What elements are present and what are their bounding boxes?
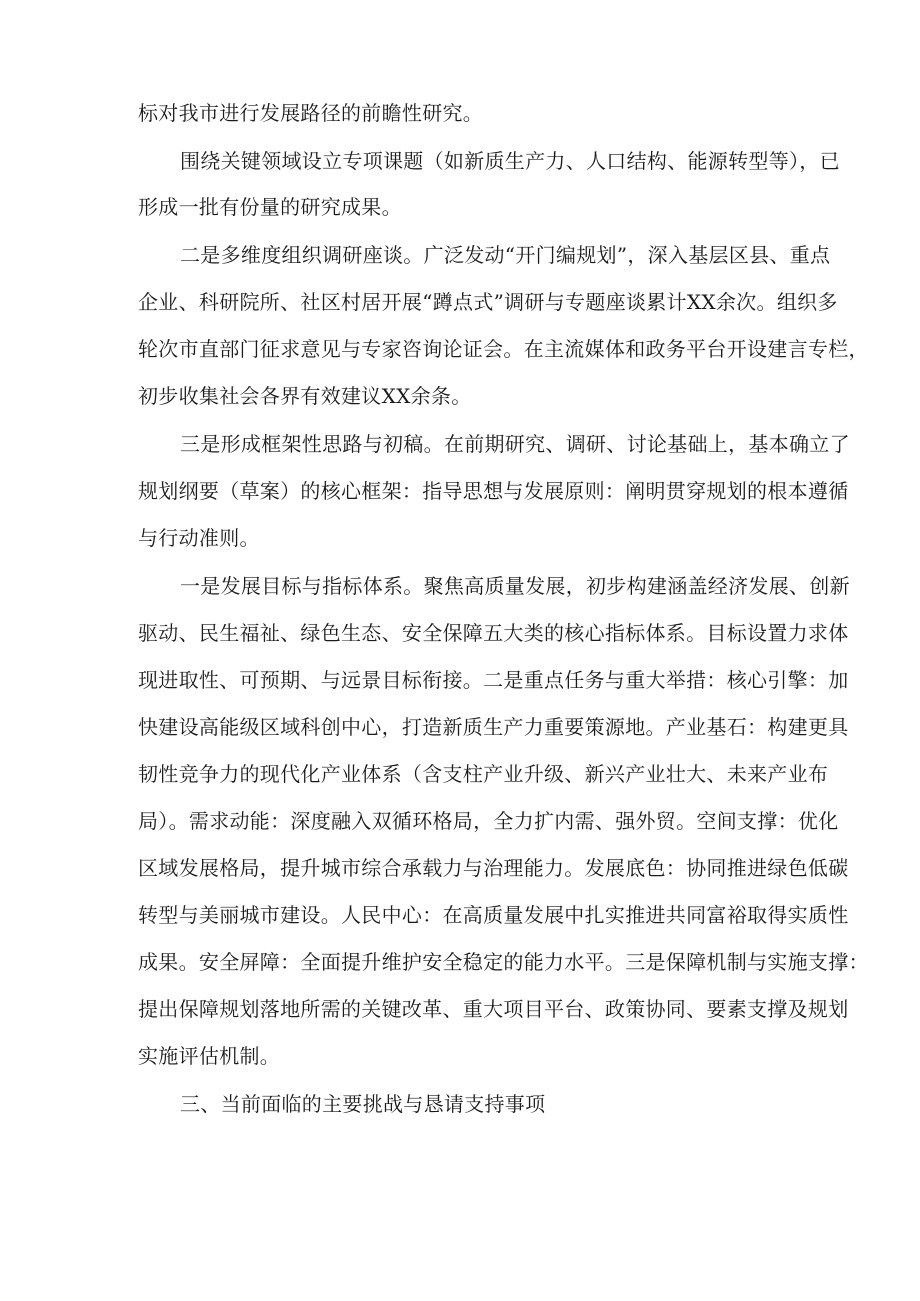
text-line: 形成一批有份量的研究成果。 xyxy=(138,195,402,219)
text-line: 成果。安全屏障：全面提升维护安全稳定的能力水平。三是保障机制与实施支撑： xyxy=(138,950,869,974)
text-line: 转型与美丽城市建设。人民中心：在高质量发展中扎实推进共同富裕取得实质性 xyxy=(138,903,849,927)
text-line: 轮次市直部门征求意见与专家咨询论证会。在主流媒体和政务平台开设建言专栏， xyxy=(138,337,869,361)
paragraph-first-line: 三是形成框架性思路与初稿。在前期研究、调研、讨论基础上，基本确立了 xyxy=(180,432,850,456)
text-line: 快建设高能级区域科创中心，打造新质生产力重要策源地。产业基石：构建更具 xyxy=(138,715,849,739)
text-line: 与行动准则。 xyxy=(138,526,260,550)
text-line: 区域发展格局，提升城市综合承载力与治理能力。发展底色：协同推进绿色低碳 xyxy=(138,856,849,880)
text-line: 企业、科研院所、社区村居开展“蹲点式”调研与专题座谈累计XX余次。组织多 xyxy=(138,290,838,314)
text-line: 现进取性、可预期、与远景目标衔接。二是重点任务与重大举措：核心引擎：加 xyxy=(138,668,849,692)
text-line: 提出保障规划落地所需的关键改革、重大项目平台、政策协同、要素支撑及规划 xyxy=(138,997,849,1021)
section-heading: 三、当前面临的主要挑战与恳请支持事项 xyxy=(180,1092,546,1116)
text-line: 初步收集社会各界有效建议XX余条。 xyxy=(138,384,472,408)
text-line: 实施评估机制。 xyxy=(138,1044,281,1068)
text-line: 驱动、民生福祉、绿色生态、安全保障五大类的核心指标体系。目标设置力求体 xyxy=(138,621,849,645)
text-line: 韧性竞争力的现代化产业体系（含支柱产业升级、新兴产业壮大、未来产业布 xyxy=(138,762,829,786)
text-line: 规划纲要（草案）的核心框架：指导思想与发展原则：阐明贯穿规划的根本遵循 xyxy=(138,479,849,503)
text-line: 局）。需求动能：深度融入双循环格局，全力扩内需、强外贸。空间支撑：优化 xyxy=(138,809,839,833)
paragraph-first-line: 二是多维度组织调研座谈。广泛发动“开门编规划”，深入基层区县、重点 xyxy=(180,243,831,267)
text-line: 标对我市进行发展路径的前瞻性研究。 xyxy=(138,101,484,125)
paragraph-first-line: 一是发展目标与指标体系。聚焦高质量发展，初步构建涵盖经济发展、创新 xyxy=(180,574,850,598)
paragraph-first-line: 围绕关键领域设立专项课题（如新质生产力、人口结构、能源转型等），已 xyxy=(180,149,840,173)
